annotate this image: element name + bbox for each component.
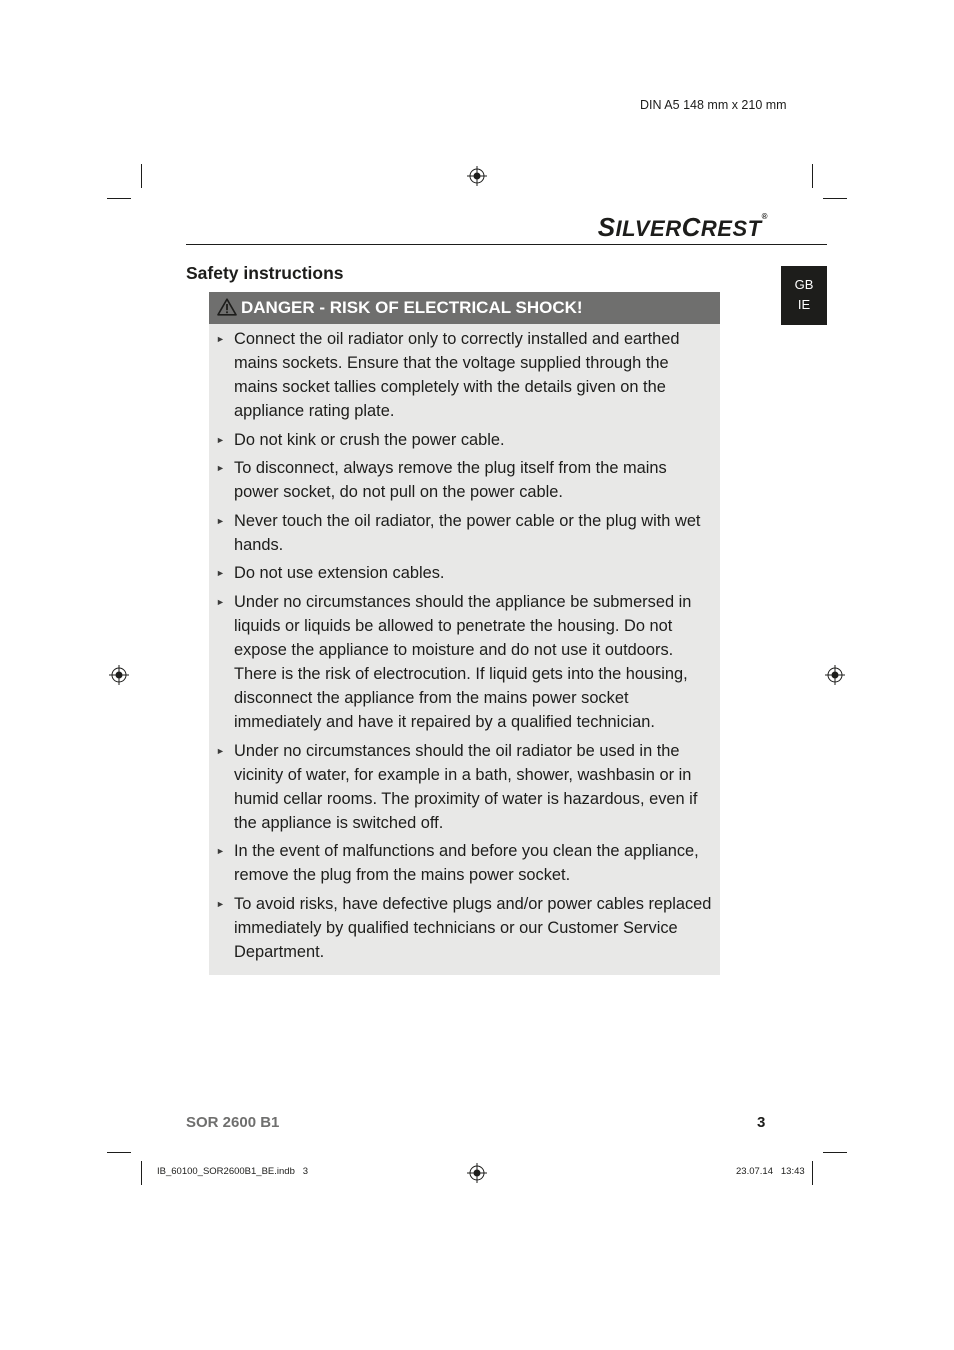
list-item [209,892,720,964]
list-item-text: Connect the oil radiator only to correctly installed and earthed mains sockets. Ensure that the voltage supplied through the mains socket tallies completely with the details given on the appliance rating plate. [234,330,680,420]
list-item-text: Never touch the oil radiator, the power cable or the plug with wet hands. [234,511,701,554]
header-divider [186,244,827,245]
arrow-right-icon: ► [216,898,225,909]
registration-mark-icon [825,665,845,685]
list-item [209,839,720,887]
arrow-right-icon: ► [216,745,225,756]
arrow-right-icon: ► [216,515,225,526]
language-code: IE [797,297,811,312]
language-tab [781,266,827,325]
arrow-right-icon: ► [216,334,225,344]
page-number: 3 [757,1114,766,1131]
crop-mark [812,164,813,188]
crop-mark [812,1161,813,1185]
list-item [209,590,720,734]
list-item [209,561,720,585]
list-item [209,456,720,504]
safety-list [209,327,720,968]
crop-mark [107,198,131,199]
section-title: Safety instructions [186,263,344,283]
list-item-text: Under no circumstances should the oil radiator be used in the vicinity of water, for example in a bath, shower, washbasin or in humid cellar rooms. The proximity of water is hazardous, even if the appliance is switched off. [234,741,698,832]
crop-mark [823,1152,847,1153]
crop-mark [141,1161,142,1185]
model-label: SOR 2600 B1 [186,1114,280,1131]
arrow-right-icon: ► [216,596,225,607]
registration-mark-icon [467,1163,487,1183]
arrow-right-icon: ► [216,434,225,445]
arrow-right-icon: ► [216,568,225,579]
registration-mark-icon [467,166,487,186]
arrow-right-icon: ► [216,846,225,857]
list-item [209,428,720,452]
warning-header [209,292,720,324]
list-item-text: Do not kink or crush the power cable. [234,430,505,449]
list-item-text: Do not use extension cables. [234,564,445,583]
brand-logo: SILVERCREST® [597,212,768,242]
warning-box [209,292,720,975]
registration-mark-icon [109,665,129,685]
language-code: GB [794,277,814,292]
crop-mark [141,164,142,188]
list-item [209,739,720,835]
file-date: 23.07.14 13:43 [736,1166,805,1177]
crop-mark [107,1152,131,1153]
list-item [209,327,720,423]
print-format-label: DIN A5 148 mm x 210 mm [640,98,787,112]
list-item-text: Under no circumstances should the appliance be submersed in liquids or liquids be allowed to penetrate the housing. Do not expose the appliance to moisture and do not use it outdoors. There is the risk of electrocution. If liquid gets into the housing, disconnect the appliance from the mains power socket immediately and have it repaired by a qualified technician. [234,592,692,731]
file-name: IB_60100_SOR2600B1_BE.indb 3 [157,1166,309,1177]
list-item-text: To disconnect, always remove the plug itself from the mains power socket, do not pull on the power cable. [234,459,667,502]
list-item [209,509,720,557]
warning-triangle-icon [217,298,237,316]
arrow-right-icon: ► [216,463,225,474]
list-item-text: To avoid risks, have defective plugs and/or power cables replaced immediately by qualified technicians or our Customer Service Department. [234,894,712,961]
list-item-text: In the event of malfunctions and before you clean the appliance, remove the plug from the mains power socket. [234,842,699,885]
crop-mark [823,198,847,199]
warning-title: DANGER - RISK OF ELECTRICAL SHOCK! [241,298,583,317]
